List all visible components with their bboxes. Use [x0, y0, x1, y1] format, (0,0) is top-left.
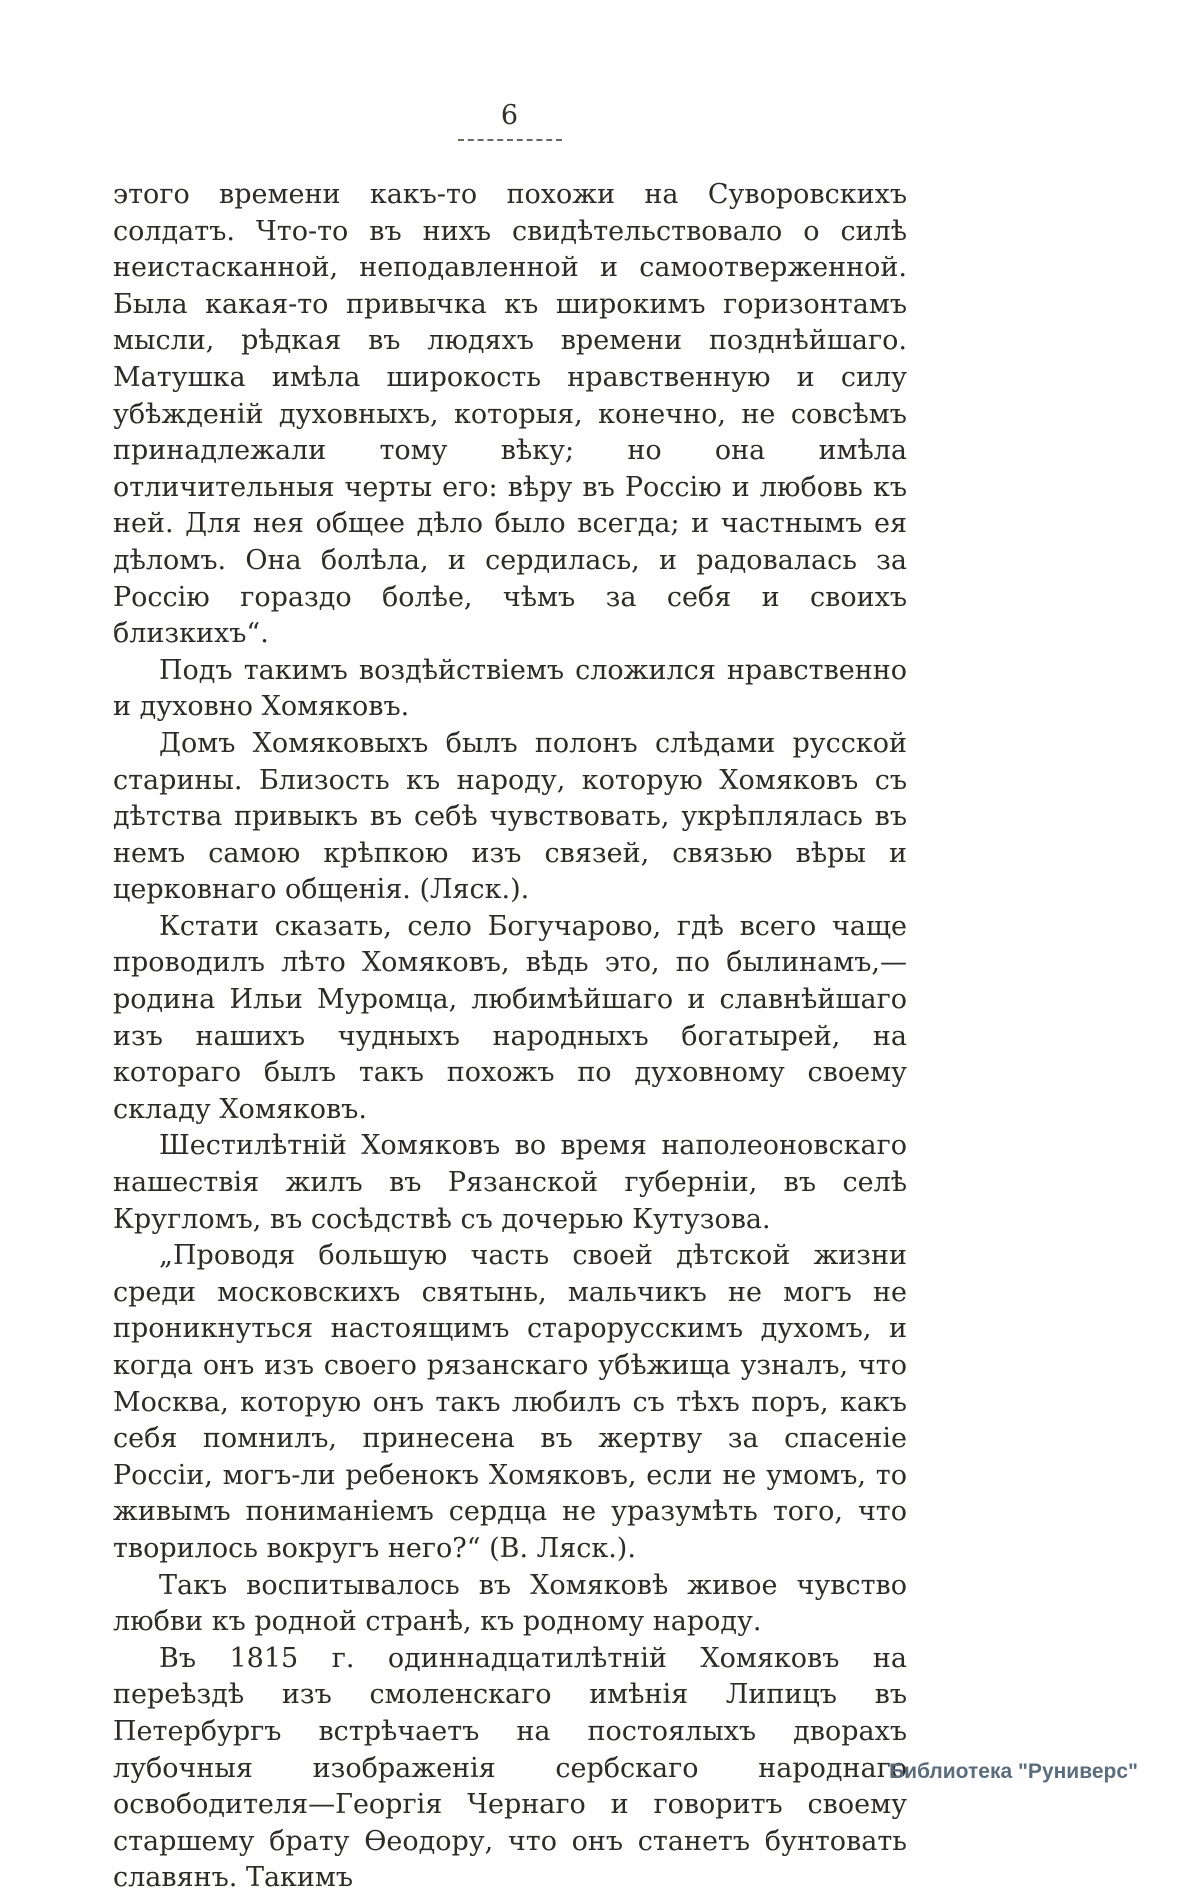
paragraph: этого времени какъ-то похожи на Суворовскихъ солдатъ. Что-то въ нихъ свидѣтельствовало о силѣ неистасканной, неподавленной и самоотверженной. Была какая-то привычка къ широкимъ горизонтамъ мысли, рѣдкая въ людяхъ времени позднѣйшаго. Матушка имѣла широкость нравственную и силу убѣжденій духовныхъ, которыя, конечно, не совсѣмъ принадлежали тому вѣку; но она имѣла отличительныя черты его: вѣру въ Россію и любовь къ ней. Для нея общее дѣло было всегда; и частнымъ ея дѣломъ. Она болѣла, и сердилась, и радовалась за Россію гораздо болѣе, чѣмъ за себя и своихъ близкихъ“.	[113, 179, 907, 650]
paragraph: Шестилѣтній Хомяковъ во время наполеоновскаго нашествія жилъ въ Рязанской губерніи, въ селѣ Кругломъ, въ сосѣдствѣ съ дочерью Кутузова.	[113, 1130, 907, 1235]
paragraph: Такъ воспитывалось въ Хомяковѣ живое чувство любви къ родной странѣ, къ родному народу.	[113, 1569, 907, 1638]
library-watermark: Библиотека "Руниверс"	[888, 1760, 1138, 1783]
paragraph: Въ 1815 г. одиннадцатилѣтній Хомяковъ на переѣздѣ изъ смоленскаго имѣнія Липицъ въ Петербургъ встрѣчаетъ на постоялыхъ дворахъ лубочныя изображенія сербскаго народнаго освободителя—Георгія Чернаго и говоритъ своему старшему брату Ѳеодору, что онъ станетъ бунтовать славянъ. Такимъ	[113, 1642, 907, 1894]
paragraph: „Проводя большую часть своей дѣтской жизни среди московскихъ святынь, мальчикъ не могъ не проникнуться настоящимъ старорусскимъ духомъ, и когда онъ изъ своего рязанскаго убѣжища узналъ, что Москва, которую онъ такъ любилъ съ тѣхъ поръ, какъ себя помнилъ, принесена въ жертву за спасеніе Россіи, могъ-ли ребенокъ Хомяковъ, если не умомъ, то живымъ пониманіемъ сердца не уразумѣть того, что творилось вокругъ него?“ (В. Ляск.).	[113, 1240, 907, 1564]
page-header	[113, 0, 907, 141]
scanned-book-page	[113, 0, 907, 1897]
page-number-rule	[458, 139, 562, 141]
paragraph: Домъ Хомяковыхъ былъ полонъ слѣдами русской старины. Близость къ народу, которую Хомяковъ съ дѣтства привыкъ въ себѣ чувствовать, укрѣплялась въ немъ самою крѣпкою изъ связей, связью вѣры и церковнаго общенія. (Ляск.).	[113, 727, 907, 906]
paragraph: Подъ такимъ воздѣйствіемъ сложился нравственно и духовно Хомяковъ.	[113, 654, 907, 723]
page-number: 6	[500, 100, 520, 131]
body-text	[113, 177, 907, 1897]
paragraph: Кстати сказать, село Богучарово, гдѣ всего чаще проводилъ лѣто Хомяковъ, вѣдь это, по былинамъ,—родина Ильи Муромца, любимѣйшаго и славнѣйшаго изъ нашихъ чудныхъ народныхъ богатырей, на котораго былъ такъ похожъ по духовному своему складу Хомяковъ.	[113, 910, 907, 1125]
